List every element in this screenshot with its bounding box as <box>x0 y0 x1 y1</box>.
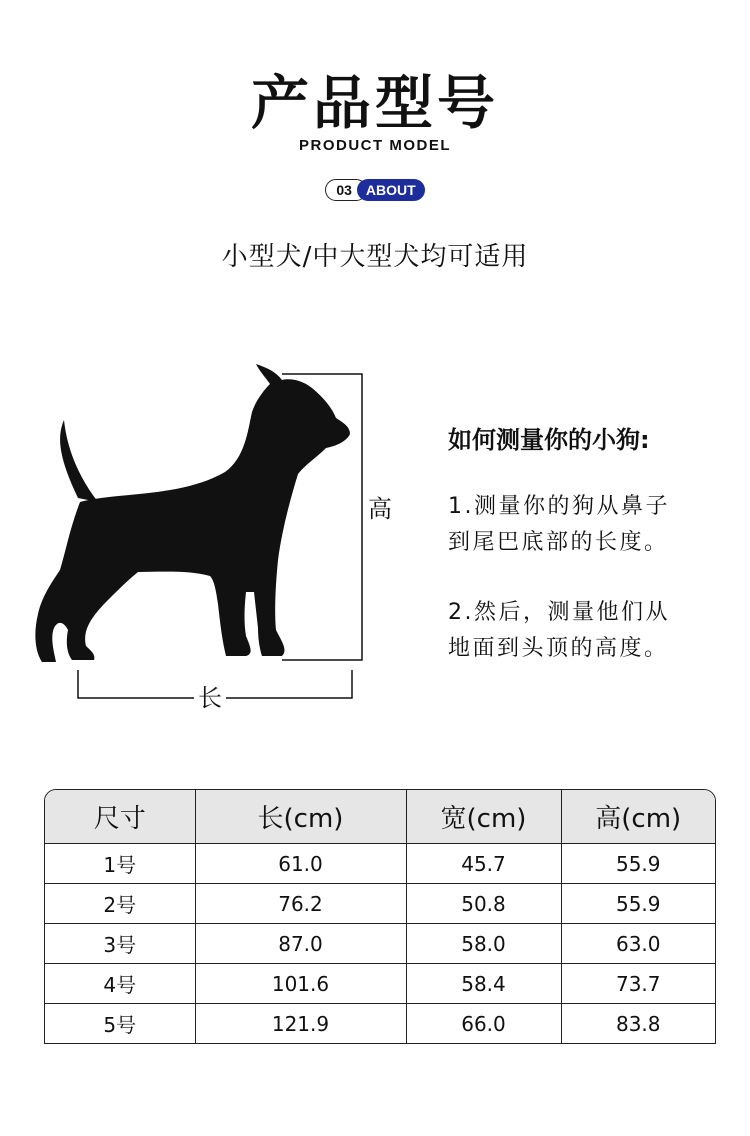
table-row <box>45 1004 715 1044</box>
cell-height: 73.7 <box>561 964 715 1004</box>
cell-size: 5号 <box>45 1004 195 1044</box>
height-label: 高 <box>368 490 392 528</box>
cell-size: 3号 <box>45 924 195 964</box>
cell-height: 63.0 <box>561 924 715 964</box>
tagline: 小型犬/中大型犬均可适用 <box>221 242 529 272</box>
measurement-instructions <box>448 420 738 701</box>
table-row <box>45 844 715 884</box>
dog-silhouette-icon <box>20 360 400 720</box>
step-1-line-2: 到尾巴底部的长度。 <box>448 530 669 555</box>
cell-height: 83.8 <box>561 1004 715 1044</box>
table-row <box>45 924 715 964</box>
step-2-line-2: 地面到头顶的高度。 <box>448 636 669 661</box>
cell-length: 121.9 <box>195 1004 406 1044</box>
table-header-row <box>45 790 715 844</box>
instruction-step-1 <box>448 489 738 561</box>
cell-width: 50.8 <box>406 884 561 924</box>
cell-length: 87.0 <box>195 924 406 964</box>
header-length: 长(cm) <box>195 790 406 844</box>
badge-label: ABOUT <box>357 179 425 201</box>
cell-size: 1号 <box>45 844 195 884</box>
cell-width: 45.7 <box>406 844 561 884</box>
cell-size: 4号 <box>45 964 195 1004</box>
instructions-heading: 如何测量你的小狗: <box>448 426 650 454</box>
step-1-line-1: 1.测量你的狗从鼻子 <box>448 494 670 519</box>
header-height: 高(cm) <box>561 790 715 844</box>
section-badge <box>0 179 750 201</box>
cell-height: 55.9 <box>561 884 715 924</box>
cell-length: 76.2 <box>195 884 406 924</box>
measurement-diagram <box>20 360 400 720</box>
header-width: 宽(cm) <box>406 790 561 844</box>
cell-height: 55.9 <box>561 844 715 884</box>
badge-number: 03 <box>325 179 367 201</box>
table-row <box>45 964 715 1004</box>
cell-width: 58.0 <box>406 924 561 964</box>
cell-length: 101.6 <box>195 964 406 1004</box>
length-label: 长 <box>194 683 226 713</box>
cell-size: 2号 <box>45 884 195 924</box>
step-2-line-1: 2.然后，测量他们从 <box>448 600 670 625</box>
size-table <box>44 789 716 1044</box>
table-row <box>45 884 715 924</box>
cell-width: 66.0 <box>406 1004 561 1044</box>
header-size: 尺寸 <box>45 790 195 844</box>
instruction-step-2 <box>448 595 738 667</box>
cell-length: 61.0 <box>195 844 406 884</box>
page-title: 产品型号 <box>250 69 499 137</box>
page-subtitle: PRODUCT MODEL <box>299 137 451 154</box>
cell-width: 58.4 <box>406 964 561 1004</box>
